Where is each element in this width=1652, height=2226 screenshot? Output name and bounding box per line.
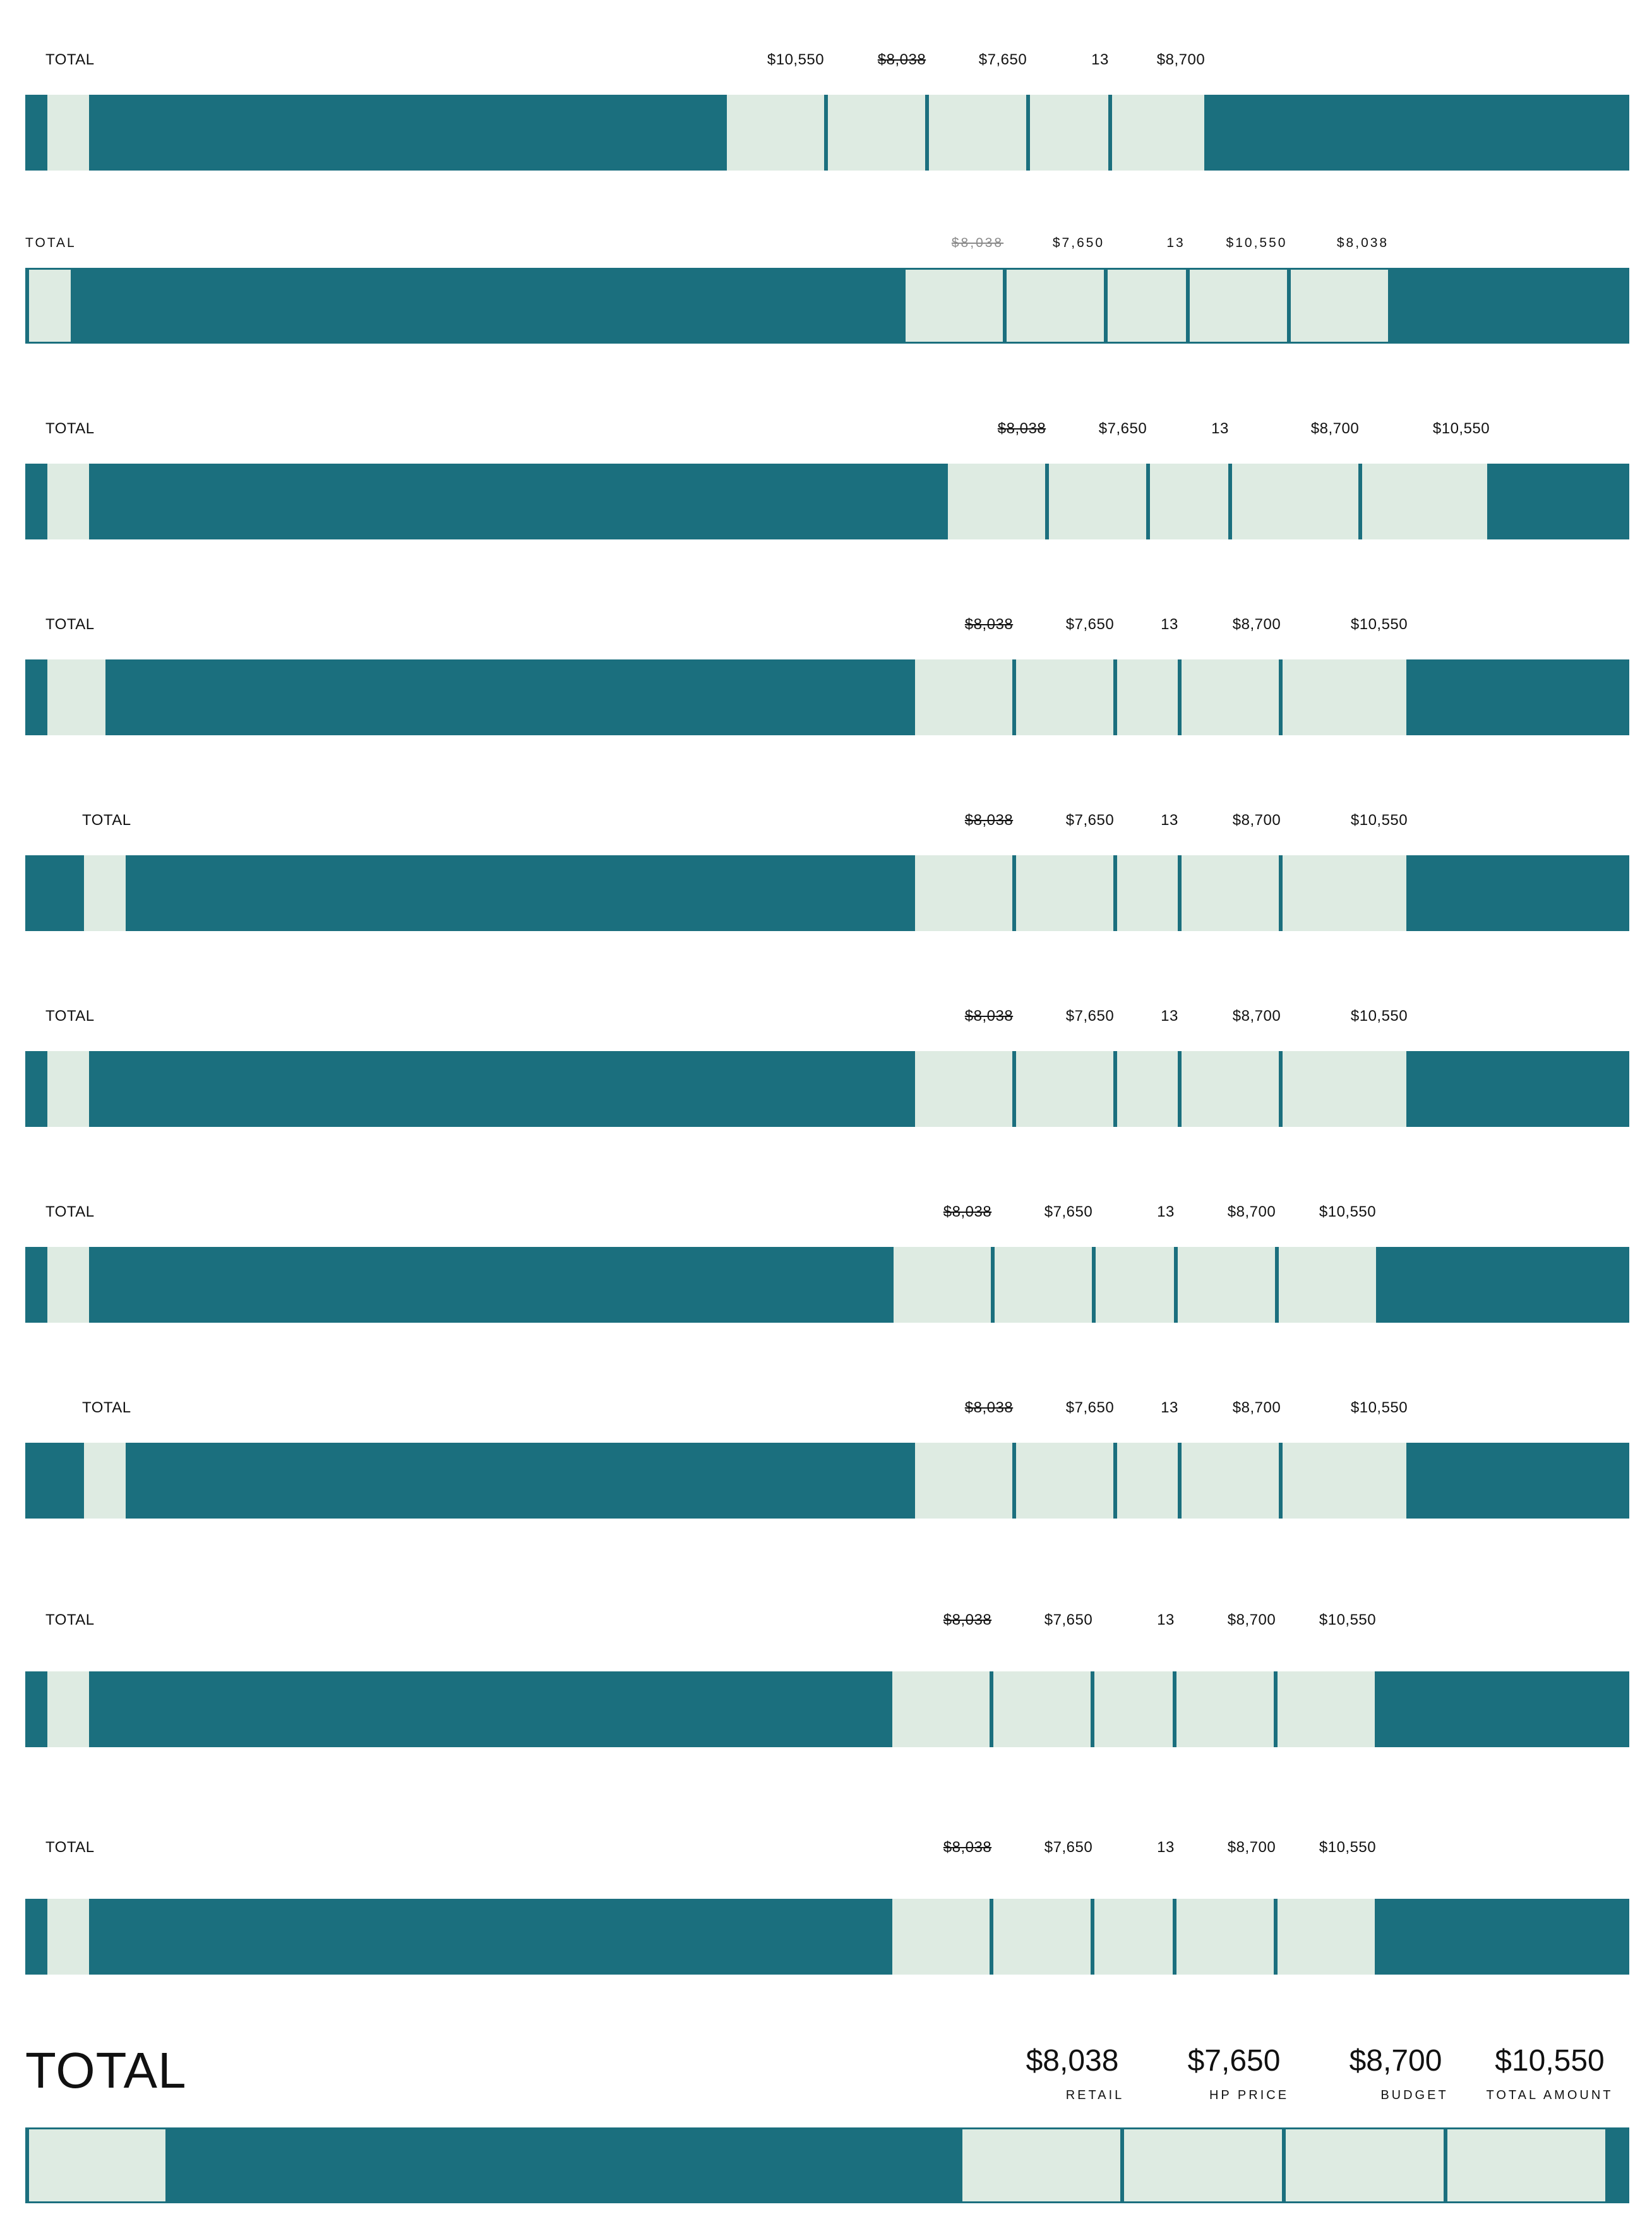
row-9-value-2: $7,650 [1044, 1611, 1093, 1628]
summary-cell-a [27, 2129, 167, 2201]
row-10-cell-4 [1175, 1899, 1276, 1975]
row-6-value-5: $10,550 [1350, 1008, 1408, 1025]
row-9-value-1: $8,038 [943, 1611, 992, 1628]
row-8-value-3: 13 [1161, 1399, 1178, 1416]
row-6-value-2: $7,650 [1065, 1008, 1115, 1025]
row-8-title: TOTAL [82, 1399, 131, 1416]
row-4-cell-5 [1281, 659, 1408, 735]
row-7-cell-1 [892, 1247, 993, 1323]
row-3-value-5: $10,550 [1432, 420, 1490, 437]
row-4-cell-3 [1115, 659, 1180, 735]
row-10-cell-a [45, 1899, 91, 1975]
row-7-value-5: $10,550 [1319, 1203, 1377, 1220]
row-3-bar [25, 464, 1629, 539]
total-amount-label: TOTAL AMOUNT [1486, 2088, 1613, 2102]
row-3-value-4: $8,700 [1310, 420, 1360, 437]
row-10-value-4: $8,700 [1227, 1839, 1276, 1856]
row-7-cell-a [45, 1247, 91, 1323]
retail-label: RETAIL [1065, 2088, 1125, 2102]
row-6-title: TOTAL [45, 1008, 95, 1025]
row-1-title: TOTAL [45, 51, 95, 68]
row-5-cell-4 [1180, 855, 1281, 931]
row-9-value-3: 13 [1157, 1611, 1175, 1628]
row-8-cell-a [82, 1443, 128, 1519]
row-4-cell-4 [1180, 659, 1281, 735]
row-5-value-3: 13 [1161, 812, 1178, 829]
row-1-value-5: $8,700 [1156, 51, 1206, 68]
row-1-cell-4 [1028, 95, 1110, 171]
row-4-bar [25, 659, 1629, 735]
row-6-cell-2 [1014, 1051, 1115, 1127]
row-1-cell-5 [1110, 95, 1206, 171]
row-9-value-4: $8,700 [1227, 1611, 1276, 1628]
row-6-cell-4 [1180, 1051, 1281, 1127]
row-10-cell-1 [890, 1899, 991, 1975]
budget-label: BUDGET [1380, 2088, 1449, 2102]
row-10-value-3: 13 [1157, 1839, 1175, 1856]
row-2-value-3: 13 [1166, 236, 1185, 250]
row-8-value-4: $8,700 [1232, 1399, 1281, 1416]
row-5-cell-5 [1281, 855, 1408, 931]
row-8-value-1: $8,038 [964, 1399, 1014, 1416]
row-5-value-5: $10,550 [1350, 812, 1408, 829]
row-3-cell-1 [946, 464, 1047, 539]
row-10-cell-3 [1092, 1899, 1175, 1975]
row-2-title: TOTAL [25, 236, 76, 250]
row-4-value-5: $10,550 [1350, 616, 1408, 633]
row-4-title: TOTAL [45, 616, 95, 633]
row-3-cell-2 [1047, 464, 1148, 539]
budget-value: $8,700 [1349, 2044, 1442, 2078]
row-10-value-5: $10,550 [1319, 1839, 1377, 1856]
row-7-cell-5 [1277, 1247, 1378, 1323]
row-2-cell-5 [1289, 270, 1390, 342]
row-1-bar [25, 95, 1629, 171]
row-1-cell-3 [927, 95, 1028, 171]
row-1-value-2: $8,038 [877, 51, 926, 68]
total-amount-value: $10,550 [1495, 2044, 1605, 2078]
row-5-title: TOTAL [82, 812, 131, 829]
row-8-bar [25, 1443, 1629, 1519]
row-7-cell-3 [1094, 1247, 1176, 1323]
row-5-cell-3 [1115, 855, 1180, 931]
row-7-title: TOTAL [45, 1203, 95, 1220]
row-2-cell-1 [904, 270, 1005, 342]
row-8-cell-5 [1281, 1443, 1408, 1519]
row-5-cell-1 [913, 855, 1014, 931]
row-5-bar [25, 855, 1629, 931]
row-3-cell-a [45, 464, 91, 539]
row-5-cell-a [82, 855, 128, 931]
row-2-value-1: $8,038 [951, 236, 1004, 250]
row-4-value-2: $7,650 [1065, 616, 1115, 633]
row-10-value-1: $8,038 [943, 1839, 992, 1856]
row-7-bar [25, 1247, 1629, 1323]
row-1-value-4: 13 [1091, 51, 1109, 68]
row-2-cell-2 [1005, 270, 1106, 342]
row-1-value-1: $10,550 [767, 51, 825, 68]
row-4-value-1: $8,038 [964, 616, 1014, 633]
row-8-cell-4 [1180, 1443, 1281, 1519]
row-8-value-5: $10,550 [1350, 1399, 1408, 1416]
row-7-value-2: $7,650 [1044, 1203, 1093, 1220]
row-4-cell-2 [1014, 659, 1115, 735]
summary-cell-budget [1284, 2129, 1446, 2201]
row-3-value-1: $8,038 [997, 420, 1046, 437]
row-8-cell-3 [1115, 1443, 1180, 1519]
summary-bar [25, 2127, 1629, 2203]
row-2-value-2: $7,650 [1052, 236, 1105, 250]
summary-cell-total [1446, 2129, 1607, 2201]
row-6-value-1: $8,038 [964, 1008, 1014, 1025]
row-4-value-3: 13 [1161, 616, 1178, 633]
row-2-cell-4 [1188, 270, 1289, 342]
row-2-bar [25, 268, 1629, 344]
row-9-cell-1 [890, 1671, 991, 1747]
row-3-value-2: $7,650 [1098, 420, 1147, 437]
summary-cell-retail [961, 2129, 1122, 2201]
row-9-cell-3 [1092, 1671, 1175, 1747]
row-6-cell-a [45, 1051, 91, 1127]
row-4-value-4: $8,700 [1232, 616, 1281, 633]
row-10-cell-2 [991, 1899, 1092, 1975]
row-6-value-3: 13 [1161, 1008, 1178, 1025]
row-7-value-3: 13 [1157, 1203, 1175, 1220]
row-1-cell-2 [826, 95, 927, 171]
hp-price-label: HP PRICE [1209, 2088, 1290, 2102]
retail-value: $8,038 [1026, 2044, 1119, 2078]
row-9-cell-2 [991, 1671, 1092, 1747]
row-2-value-5: $8,038 [1336, 236, 1389, 250]
row-8-cell-1 [913, 1443, 1014, 1519]
row-5-value-1: $8,038 [964, 812, 1014, 829]
row-1-value-3: $7,650 [978, 51, 1027, 68]
row-8-value-2: $7,650 [1065, 1399, 1115, 1416]
row-5-value-2: $7,650 [1065, 812, 1115, 829]
row-1-cell-1 [725, 95, 826, 171]
row-7-cell-4 [1176, 1247, 1277, 1323]
row-4-cell-1 [913, 659, 1014, 735]
row-3-value-3: 13 [1211, 420, 1229, 437]
row-7-value-1: $8,038 [943, 1203, 992, 1220]
row-9-bar [25, 1671, 1629, 1747]
row-3-cell-5 [1360, 464, 1489, 539]
row-10-cell-5 [1276, 1899, 1377, 1975]
row-9-title: TOTAL [45, 1611, 95, 1628]
row-8-cell-2 [1014, 1443, 1115, 1519]
row-1-cell-a [45, 95, 91, 171]
row-6-cell-5 [1281, 1051, 1408, 1127]
row-3-title: TOTAL [45, 420, 95, 437]
row-5-cell-2 [1014, 855, 1115, 931]
row-9-cell-5 [1276, 1671, 1377, 1747]
hp-price-value: $7,650 [1187, 2044, 1281, 2078]
row-9-cell-a [45, 1671, 91, 1747]
summary-title: TOTAL [25, 2042, 187, 2098]
row-6-value-4: $8,700 [1232, 1008, 1281, 1025]
row-9-value-5: $10,550 [1319, 1611, 1377, 1628]
row-9-cell-4 [1175, 1671, 1276, 1747]
row-3-cell-4 [1230, 464, 1360, 539]
row-2-cell-a [27, 270, 73, 342]
row-6-bar [25, 1051, 1629, 1127]
row-2-value-4: $10,550 [1226, 236, 1288, 250]
summary-cell-hp [1122, 2129, 1284, 2201]
row-10-title: TOTAL [45, 1839, 95, 1856]
row-7-value-4: $8,700 [1227, 1203, 1276, 1220]
row-6-cell-1 [913, 1051, 1014, 1127]
row-10-bar [25, 1899, 1629, 1975]
row-10-value-2: $7,650 [1044, 1839, 1093, 1856]
row-3-cell-3 [1148, 464, 1230, 539]
row-2-cell-3 [1106, 270, 1188, 342]
row-4-cell-a [45, 659, 107, 735]
row-6-cell-3 [1115, 1051, 1180, 1127]
row-7-cell-2 [993, 1247, 1094, 1323]
row-5-value-4: $8,700 [1232, 812, 1281, 829]
